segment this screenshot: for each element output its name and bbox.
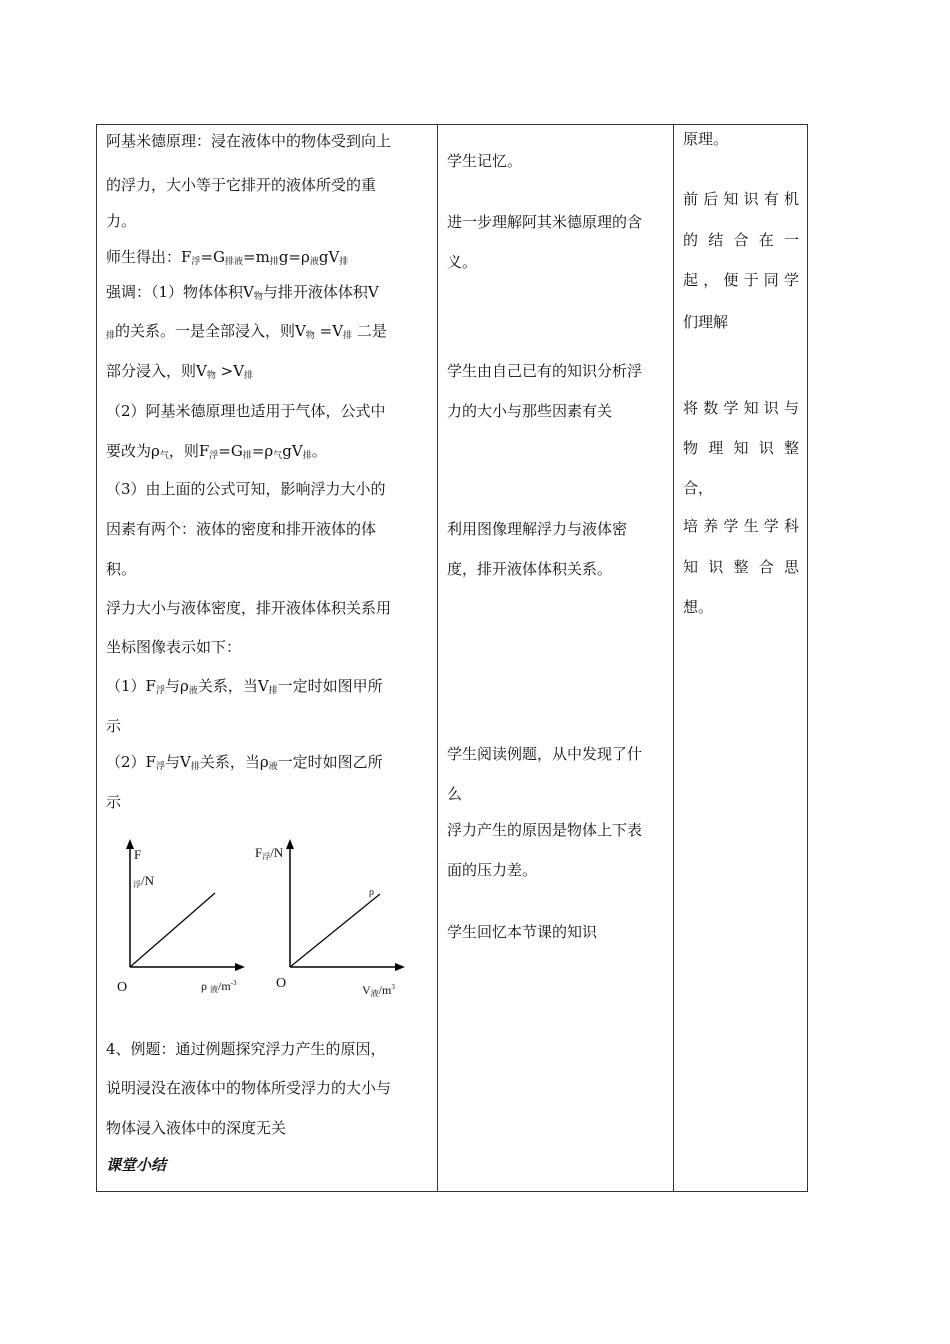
intent-line (683, 398, 799, 418)
intent-line: 们理解 (683, 313, 729, 331)
intent-char: 数 (703, 399, 719, 417)
intent-char: 整 (783, 439, 799, 457)
x-axis-arrow (395, 963, 405, 971)
intent-char: 知 (733, 439, 749, 457)
y-axis-arrow (286, 839, 294, 849)
intent-char: 识 (708, 558, 724, 576)
intent-char: 在 (758, 231, 774, 249)
intent-char: 整 (733, 558, 749, 576)
content-line: 示 (106, 793, 122, 811)
content-line: （2）阿基米德原理也适用于气体，公式中 (106, 402, 386, 420)
intent-char: 便 (723, 271, 739, 289)
summary-heading: 课堂小结 (106, 1156, 167, 1174)
activity-line: 面的压力差。 (447, 861, 538, 879)
intent-char: 知 (723, 190, 739, 208)
activity-line: 力的大小与那些因素有关 (447, 402, 613, 420)
activity-line: 进一步理解阿其米德原理的含 (447, 213, 643, 231)
activity-line: 学生回忆本节课的知识 (447, 923, 598, 941)
intent-char: 生 (743, 517, 759, 535)
activity-line: 学生阅读例题，从中发现了什 (447, 745, 643, 763)
x-axis-arrow (235, 963, 245, 971)
activity-line: 义。 (447, 253, 478, 271)
intent-char: 知 (743, 399, 759, 417)
relation-line: $(1)F_浮$与$\rho_液$关系，当$V_排$一定时如图甲所 (106, 677, 383, 696)
proportional-line (130, 893, 215, 967)
intent-char: 思 (783, 558, 799, 576)
lesson-plan-table (96, 124, 808, 1192)
intent-line: 想。 (683, 598, 714, 616)
intent-line: 原理。 (683, 130, 729, 148)
intent-char: 培 (683, 517, 699, 535)
content-line: 说明浸没在液体中的物体所受浮力的大小与 (106, 1079, 392, 1097)
content-line: 物体浸入液体中的深度无关 (106, 1119, 287, 1137)
intent-char: ， (703, 271, 719, 289)
content-line: 力。 (106, 212, 137, 230)
intent-char: 合 (758, 558, 774, 576)
content-line: 坐标图像表示如下： (106, 638, 242, 656)
graph-a-origin: O (117, 980, 128, 995)
intent-line (683, 438, 799, 458)
content-line: 因素有两个：液体的密度和排开液体的体 (106, 520, 377, 538)
graph-a-y-label-sub: $_浮$/N (133, 873, 154, 889)
intent-char: 有 (763, 190, 779, 208)
content-line: 示 (106, 717, 122, 735)
intent-char: 前 (683, 190, 699, 208)
intent-char: 识 (758, 439, 774, 457)
content-line: 积。 (106, 560, 137, 578)
intent-char: 起 (683, 271, 699, 289)
emphasis-line: 强调：（1）物体体积$V_物$与排开液体体积V (106, 283, 379, 302)
intent-char: 学 (783, 271, 799, 289)
intent-char: 学 (723, 517, 739, 535)
activity-line: 度，排开液体体积关系。 (447, 560, 613, 578)
intent-char: 于 (743, 271, 759, 289)
activity-line: 么 (447, 785, 463, 803)
intent-line (683, 189, 799, 209)
graph-a-y-label: F (134, 847, 142, 862)
intent-char: 物 (683, 439, 699, 457)
graph-a-x-label: ρ $_液/m^{-3}$ (201, 979, 237, 994)
intent-char: 知 (683, 558, 699, 576)
activity-line: 利用图像理解浮力与液体密 (447, 520, 628, 538)
activity-line: 学生记忆。 (447, 152, 523, 170)
relation-line: $(2)F_浮$与$V_排$关系，当$\rho_液$一定时如图乙所 (106, 753, 383, 772)
content-line: 浮力大小与液体密度，排开液体体积关系用 (106, 599, 392, 617)
emphasis-line: 部分浸入，则$V_物 >V_排$ (106, 362, 254, 381)
formula-line: 师生得出：$F_浮=G_{排液}=m_排g=\rho_液gV_排$ (106, 248, 349, 267)
intent-char: 同 (763, 271, 779, 289)
intent-char: 识 (763, 399, 779, 417)
content-line: （3）由上面的公式可知，影响浮力大小的 (106, 480, 386, 498)
graph-buoyancy-vs-volume (277, 837, 407, 977)
intent-line (683, 557, 799, 577)
student-activity-cell (438, 125, 674, 1192)
intent-char: 识 (743, 190, 759, 208)
activity-line: 学生由自己已有的知识分析浮 (447, 362, 643, 380)
content-line: 4、例题：通过例题探究浮力产生的原因， (106, 1040, 386, 1058)
intent-char: 结 (708, 231, 724, 249)
proportional-line (290, 894, 380, 967)
intent-char: 养 (703, 517, 719, 535)
intent-char: 将 (683, 399, 699, 417)
intent-char: 机 (783, 190, 799, 208)
content-line: 阿基米德原理：浸在液体中的物体受到向上 (106, 132, 392, 150)
intent-char: 学 (723, 399, 739, 417)
content-line: 的浮力，大小等于它排开的液体所受的重 (106, 176, 377, 194)
graph-b-x-label: $V_液/m^3$ (362, 983, 395, 998)
intent-char: 的 (683, 231, 699, 249)
graph-b-origin: O (276, 976, 287, 991)
intent-char: 科 (783, 517, 799, 535)
intent-char: 与 (783, 399, 799, 417)
intent-line (683, 270, 799, 290)
table-row (97, 125, 808, 1192)
intent-char: 理 (708, 439, 724, 457)
design-intent-cell (674, 125, 808, 1192)
intent-char: 后 (703, 190, 719, 208)
graph-b-y-label: $F_浮/N$ (255, 845, 284, 861)
y-axis-arrow (126, 839, 134, 849)
intent-line: 合， (683, 479, 714, 497)
intent-line (683, 230, 799, 250)
activity-line: 浮力产生的原因是物体上下表 (447, 821, 643, 839)
graph-b-line-label: ρ (369, 887, 374, 898)
intent-line (683, 516, 799, 536)
intent-char: 学 (763, 517, 779, 535)
formula-line: 要改为$\rho_气$，则$F_浮=G_排=\rho_气gV_排$。 (106, 442, 327, 461)
intent-char: 合 (733, 231, 749, 249)
emphasis-line: $_排$的关系。一是全部浸入，则$V_物 =V_排$ 二是 (106, 322, 387, 341)
intent-char: 一 (783, 231, 799, 249)
teaching-content-cell (97, 125, 438, 1192)
